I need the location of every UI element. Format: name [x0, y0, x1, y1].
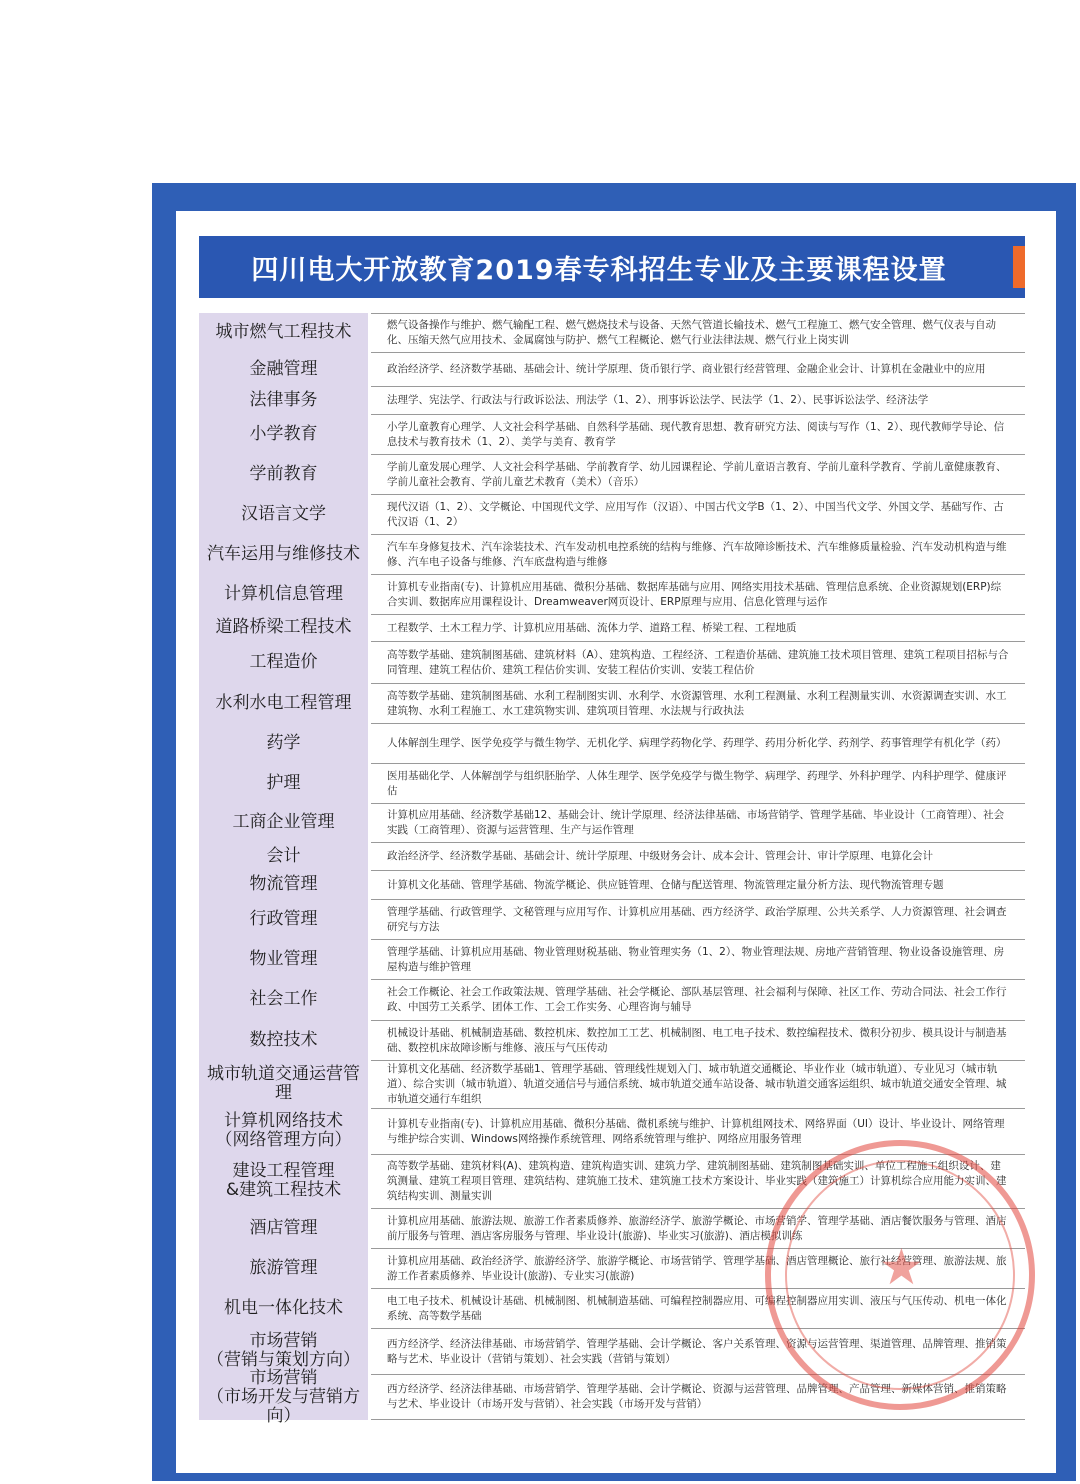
major-name-cell	[199, 1288, 371, 1328]
course-list-text: 计算机专业指南(专)、计算机应用基础、微积分基础、数据库基础与应用、网络实用技术基础、管理信息系统、企业资源规划(ERP)综合实训、数据库应用课程设计、Dreamweaver网页设计、ERP原理与应用、信息化管理与运作	[387, 580, 1002, 608]
course-list-text: 高等数学基础、建筑材料(A)、建筑构造、建筑构造实训、建筑力学、建筑制图基础、建筑制图基础实训、单位工程施工组织设计、建筑测量、建筑工程项目管理、建筑结构、建筑施工技术、建筑施工技术方案设计、毕业实践（建筑施工）计算机综合应用能力实训、建筑结构实训、测量实训	[387, 1160, 1007, 1202]
course-list-cell	[371, 1020, 1025, 1060]
course-list-cell	[371, 1328, 1025, 1374]
course-list-text: 管理学基础、行政管理学、文秘管理与应用写作、计算机应用基础、西方经济学、政治学原理、公共关系学、人力资源管理、社会调查研究与方法	[387, 905, 1007, 933]
page-title: 四川电大开放教育2019春专科招生专业及主要课程设置	[251, 254, 947, 286]
course-list-cell	[371, 313, 1025, 352]
major-name-cell	[199, 763, 371, 803]
course-table	[199, 313, 1025, 1440]
table-row	[199, 1328, 1025, 1374]
course-list-text: 高等数学基础、建筑制图基础、建筑材料（A）、建筑构造、工程经济、工程造价基础、建筑施工技术项目管理、建筑工程项目招标与合同管理、建筑工程估价、建筑工程估价实训、安装工程估价实训、安装工程估价	[387, 648, 1009, 676]
course-list-text: 高等数学基础、建筑制图基础、水利工程制图实训、水利学、水资源管理、水利工程测量、水利工程测量实训、水资源调查实训、水工建筑物、水利工程施工、水工建筑物实训、建筑项目管理、水法规与行政执法	[387, 689, 1007, 717]
table-row	[199, 1288, 1025, 1328]
major-name-line: 工程造价	[249, 651, 318, 672]
table-row	[199, 313, 1025, 352]
course-list-cell	[371, 1154, 1025, 1208]
course-list-text: 计算机文化基础、管理学基础、物流学概论、供应链管理、仓储与配送管理、物流管理定量分析方法、现代物流管理专题	[387, 878, 944, 891]
table-row	[199, 494, 1025, 534]
course-list-text: 汽车车身修复技术、汽车涂装技术、汽车发动机电控系统的结构与维修、汽车故障诊断技术、汽车维修质量检验、汽车发动机构造与维修、汽车电子设备与维修、汽车底盘构造与维修	[387, 540, 1007, 568]
table-row	[199, 1108, 1025, 1154]
major-name-line: （网络管理方向）	[215, 1130, 352, 1150]
title-accent	[1013, 246, 1025, 288]
table-row	[199, 763, 1025, 803]
major-name-cell	[199, 352, 371, 386]
table-row	[199, 534, 1025, 574]
star-icon: ★	[879, 1238, 924, 1296]
course-list-text: 计算机应用基础、旅游法规、旅游工作者素质修养、旅游经济学、旅游学概论、市场营销学、管理学基础、酒店餐饮服务与管理、酒店前厅服务与管理、酒店客房服务与管理、毕业设计(旅游)、毕业实习(旅游)、酒店模拟训练	[387, 1214, 1007, 1242]
course-list-cell	[371, 870, 1025, 899]
major-name-cell	[199, 1208, 371, 1248]
course-list-text: 计算机文化基础、经济数学基础1、管理学基础、管理线性规划入门、城市轨道交通概论、毕业作业（城市轨道）、专业见习（城市轨道）、综合实训（城市轨道）、轨道交通信号与通信系统、城市轨道交通车站设备、城市轨道交通客运组织、城市轨道交通安全管理、城市轨道交通行车组织	[387, 1063, 1007, 1105]
course-list-text: 现代汉语（1、2）、文学概论、中国现代文学、应用写作（汉语）、中国古代文学B（1、2）、中国当代文学、外国文学、基础写作、古代汉语（1、2）	[387, 500, 1004, 528]
course-list-text: 计算机应用基础、经济数学基础12、基础会计、统计学原理、经济法律基础、市场营销学、管理学基础、毕业设计（工商管理）、社会实践（工商管理）、资源与运营管理、生产与运作管理	[387, 809, 1005, 836]
table-row	[199, 683, 1025, 723]
major-name-cell	[199, 939, 371, 979]
course-list-cell	[371, 534, 1025, 574]
course-list-cell	[371, 386, 1025, 414]
course-list-text: 政治经济学、经济数学基础、基础会计、统计学原理、货币银行学、商业银行经营管理、金融企业会计、计算机在金融业中的应用	[387, 363, 986, 375]
major-name-cell	[199, 842, 371, 870]
major-name-line: 机电一体化技术	[224, 1297, 343, 1318]
major-name-line: 汉语言文学	[241, 503, 326, 524]
course-list-cell	[371, 1248, 1025, 1288]
course-list-text: 机械设计基础、机械制造基础、数控机床、数控加工工艺、机械制图、电工电子技术、数控编程技术、微积分初步、模具设计与制造基础、数控机床故障诊断与维修、液压与气压传动	[387, 1026, 1007, 1054]
major-name-line: 护理	[266, 772, 301, 793]
table-row	[199, 386, 1025, 414]
major-name-cell	[199, 979, 371, 1020]
major-name-cell	[199, 386, 371, 414]
major-name-cell	[199, 574, 371, 614]
major-name-line: 金融管理	[249, 358, 318, 379]
major-name-line: &建筑工程技术	[225, 1180, 342, 1200]
major-name-cell	[199, 1020, 371, 1060]
major-name-line: 数控技术	[249, 1029, 318, 1050]
major-name-cell	[199, 803, 371, 842]
course-list-text: 计算机专业指南(专)、计算机应用基础、微积分基础、微机系统与维护、计算机组网技术、网络界面（UI）设计、毕业设计、网络管理与维护综合实训、Windows网络操作系统管理、网络系统管理与维护、网络应用服务管理	[387, 1117, 1005, 1145]
major-name-line: 水利水电工程管理	[215, 692, 352, 713]
major-name-cell	[199, 1060, 371, 1108]
course-list-cell	[371, 899, 1025, 939]
major-name-line: 旅游管理	[249, 1257, 318, 1278]
major-name-line: 市场营销	[249, 1331, 318, 1351]
major-name-line: 城市轨道交通运营管理	[207, 1064, 360, 1103]
course-list-cell	[371, 641, 1025, 683]
major-name-line: 市场营销	[249, 1367, 318, 1388]
table-row	[199, 574, 1025, 614]
table-row	[199, 899, 1025, 939]
table-row	[199, 641, 1025, 683]
major-name-line: 物流管理	[249, 874, 318, 894]
major-name-line: 计算机信息管理	[224, 583, 343, 604]
table-row	[199, 1060, 1025, 1108]
course-list-cell	[371, 1108, 1025, 1154]
course-list-cell	[371, 574, 1025, 614]
major-name-cell	[199, 494, 371, 534]
course-list-cell	[371, 352, 1025, 386]
major-name-cell	[199, 313, 371, 352]
table-row	[199, 1367, 1025, 1426]
table-row	[199, 414, 1025, 454]
course-list-text: 社会工作概论、社会工作政策法规、管理学基础、社会学概论、部队基层管理、社会福利与保障、社区工作、劳动合同法、社会工作行政、中国劳工关系学、团体工作、工会工作实务、心理咨询与辅导	[387, 986, 1007, 1013]
course-list-text: 管理学基础、计算机应用基础、物业管理财税基础、物业管理实务（1、2）、物业管理法规、房地产营销管理、物业设备设施管理、房屋构造与维护管理	[387, 945, 1005, 973]
course-list-text: 法理学、宪法学、行政法与行政诉讼法、刑法学（1、2）、刑事诉讼法学、民法学（1、2）、民事诉讼法学、经济法学	[387, 394, 929, 406]
course-list-cell	[371, 723, 1025, 763]
course-list-cell	[371, 803, 1025, 842]
major-name-line: 计算机网络技术	[224, 1111, 343, 1131]
course-list-text: 西方经济学、经济法律基础、市场营销学、管理学基础、会计学概论、资源与运营管理、品牌管理、产品管理、新媒体营销、推销策略与艺术、毕业设计（市场开发与营销）、社会实践（市场开发与营销）	[387, 1383, 1007, 1410]
major-name-line: 道路桥梁工程技术	[215, 617, 352, 637]
major-name-line: 学前教育	[249, 463, 318, 484]
course-list-cell	[371, 1374, 1025, 1420]
major-name-line: （营销与策划方向）	[207, 1350, 360, 1370]
course-list-cell	[371, 414, 1025, 454]
major-name-cell	[199, 683, 371, 723]
major-name-cell	[199, 1108, 371, 1154]
course-list-text: 医用基础化学、人体解剖学与组织胚胎学、人体生理学、医学免疫学与微生物学、病理学、药理学、外科护理学、内科护理学、健康评估	[387, 769, 1007, 797]
major-name-line: 小学教育	[249, 423, 318, 444]
major-name-line: 建设工程管理	[232, 1161, 335, 1181]
major-name-line: 汽车运用与维修技术	[207, 543, 360, 564]
course-list-text: 计算机应用基础、政治经济学、旅游经济学、旅游学概论、市场营销学、管理学基础、酒店管理概论、旅行社经营管理、旅游法规、旅游工作者素质修养、毕业设计(旅游)、专业实习(旅游)	[387, 1254, 1007, 1282]
table-row	[199, 1020, 1025, 1060]
course-list-text: 燃气设备操作与维护、燃气输配工程、燃气燃烧技术与设备、天然气管道长输技术、燃气工程施工、燃气安全管理、燃气仪表与自动化、压缩天然气应用技术、金属腐蚀与防护、燃气工程概论、燃气行业法律法规、燃气行业上岗实训	[387, 319, 996, 346]
major-name-cell	[199, 614, 371, 641]
major-name-cell	[199, 1248, 371, 1288]
course-list-cell	[371, 979, 1025, 1020]
major-name-line: 工商企业管理	[232, 812, 335, 832]
course-list-cell	[371, 939, 1025, 979]
table-row	[199, 842, 1025, 870]
table-row	[199, 1248, 1025, 1288]
major-name-cell	[199, 534, 371, 574]
table-row	[199, 454, 1025, 494]
table-row	[199, 803, 1025, 842]
course-list-cell	[371, 454, 1025, 494]
course-list-cell	[371, 614, 1025, 641]
major-name-cell	[199, 870, 371, 899]
course-list-cell	[371, 1060, 1025, 1108]
course-list-text: 人体解剖生理学、医学免疫学与微生物学、无机化学、病理学药物化学、药理学、药用分析化学、药剂学、药事管理学有机化学（药）	[387, 737, 1007, 749]
course-list-text: 西方经济学、经济法律基础、市场营销学、管理学基础、会计学概论、客户关系管理、资源与运营管理、渠道管理、品牌管理、推销策略与艺术、毕业设计（营销与策划）、社会实践（营销与策划）	[387, 1337, 1007, 1365]
major-name-line: 药学	[266, 732, 301, 753]
course-list-cell	[371, 494, 1025, 534]
course-list-cell	[371, 1208, 1025, 1248]
major-name-cell	[199, 454, 371, 494]
course-list-cell	[371, 763, 1025, 803]
table-row	[199, 614, 1025, 641]
course-list-text: 工程数学、土木工程力学、计算机应用基础、流体力学、道路工程、桥梁工程、工程地质	[387, 621, 797, 634]
major-name-cell	[199, 1367, 371, 1426]
table-row	[199, 723, 1025, 763]
course-list-text: 政治经济学、经济数学基础、基础会计、统计学原理、中级财务会计、成本会计、管理会计、审计学原理、电算化会计	[387, 850, 933, 862]
major-name-line: 酒店管理	[249, 1217, 318, 1238]
major-name-line: 法律事务	[249, 389, 318, 410]
course-list-cell	[371, 842, 1025, 870]
table-row	[199, 979, 1025, 1020]
major-name-cell	[199, 414, 371, 454]
table-row	[199, 870, 1025, 899]
course-list-cell	[371, 683, 1025, 723]
major-name-cell	[199, 641, 371, 683]
major-name-line: 会计	[266, 845, 301, 866]
table-row	[199, 1208, 1025, 1248]
major-name-cell	[199, 899, 371, 939]
course-list-text: 学前儿童发展心理学、人文社会科学基础、学前教育学、幼儿园课程论、学前儿童语言教育、学前儿童科学教育、学前儿童健康教育、学前儿童社会教育、学前儿童艺术教育（美术）（音乐）	[387, 460, 1007, 488]
major-name-line: （市场开发与营销方向）	[207, 1386, 360, 1426]
major-name-line: 社会工作	[249, 989, 318, 1009]
major-name-line: 行政管理	[249, 908, 318, 929]
major-name-line: 城市燃气工程技术	[215, 322, 352, 342]
table-row	[199, 352, 1025, 386]
major-name-cell	[199, 723, 371, 763]
table-row	[199, 1154, 1025, 1208]
table-row	[199, 939, 1025, 979]
course-list-text: 小学儿童教育心理学、人文社会科学基础、自然科学基础、现代教育思想、教育研究方法、阅读与写作（1、2）、现代教师学导论、信息技术与教育技术（1、2）、美学与美育、教育学	[387, 420, 1005, 448]
course-list-cell	[371, 1288, 1025, 1328]
major-name-cell	[199, 1154, 371, 1208]
major-name-line: 物业管理	[249, 948, 318, 969]
course-list-text: 电工电子技术、机械设计基础、机械制图、机械制造基础、可编程控制器应用、可编程控制器应用实训、液压与气压传动、机电一体化系统、高等数学基础	[387, 1294, 1007, 1322]
page-title-bar	[199, 236, 1025, 298]
